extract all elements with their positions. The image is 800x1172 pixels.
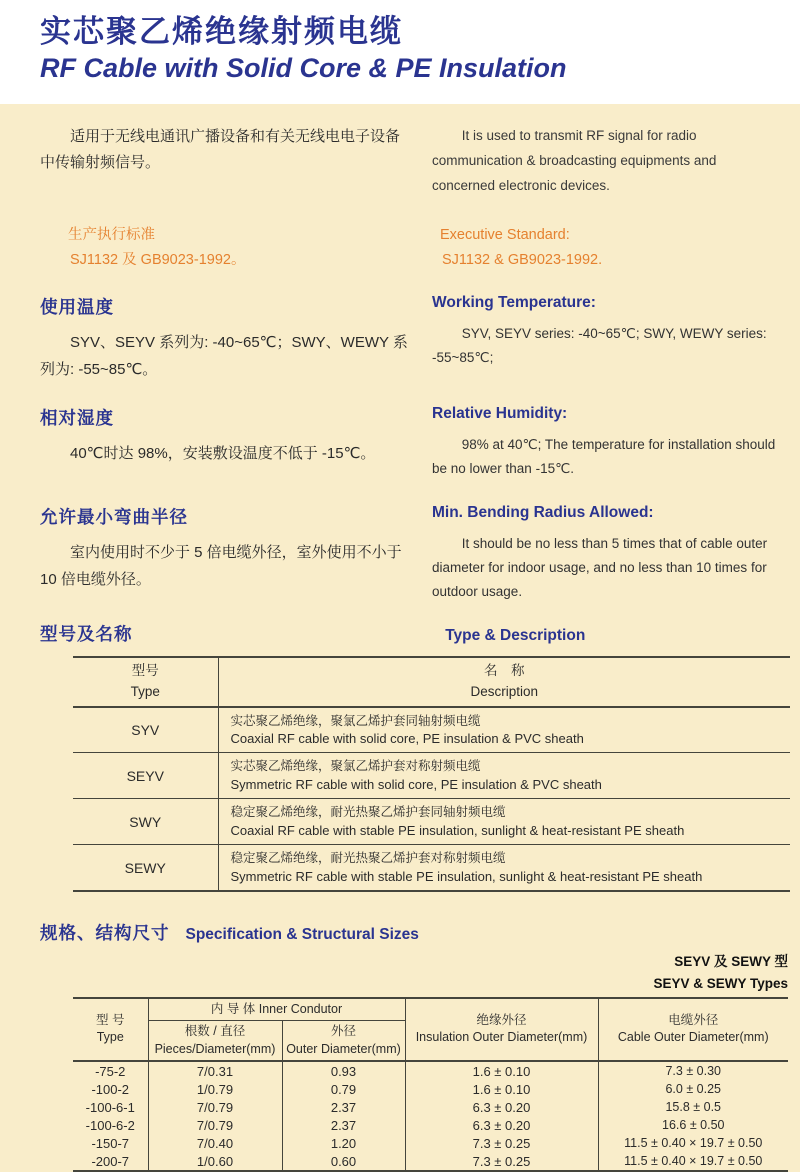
intro-row (0, 124, 800, 199)
bending-heading-english: Min. Bending Radius Allowed: (432, 503, 654, 521)
spec-header-row-1 (73, 998, 788, 1021)
pieces-diameter-header: 根数 / 直径 Pieces/Diameter(mm) (148, 1021, 282, 1062)
spec-outer-cell: 0.93 (282, 1061, 405, 1080)
outer-diameter-header: 外径 Outer Diameter(mm) (282, 1021, 405, 1062)
page-title-english: RF Cable with Solid Core & PE Insulation (40, 52, 567, 83)
spec-note-english: SEYV & SEWY Types (653, 975, 788, 991)
spec-outer-cell: 1.20 (282, 1134, 405, 1152)
page-header (0, 0, 800, 104)
humidity-body-english: 98% at 40℃; The temperature for installation should be no lower than -15℃. (432, 437, 776, 477)
table-row (73, 1098, 788, 1116)
table-row (73, 753, 790, 799)
temperature-heading-chinese: 使用温度 (40, 297, 114, 318)
type-section-heading-chinese: 型号及名称 (40, 623, 133, 644)
spec-outer-cell: 2.37 (282, 1116, 405, 1134)
standard-value-chinese: SJ1132 及 GB9023-1992。 (70, 251, 246, 268)
humidity-heading-chinese: 相对湿度 (40, 408, 114, 429)
spec-type-cell: -100-6-2 (73, 1116, 148, 1134)
spec-type-cell: -200-7 (73, 1152, 148, 1171)
description-cell: 稳定聚乙烯绝缘，耐光热聚乙烯护套对称射频电缆 Symmetric RF cable with stable PE insulation, sunlight & heat-resistant PE sheath (230, 851, 703, 884)
spec-pieces-cell: 7/0.31 (148, 1061, 282, 1080)
spec-outer-cell: 0.79 (282, 1080, 405, 1098)
type-cell: SEYV (73, 753, 218, 799)
type-table-header-row (73, 657, 790, 707)
table-row (73, 707, 790, 753)
spec-cable-cell: 11.5 ± 0.40 × 19.7 ± 0.50 (598, 1134, 788, 1152)
type-column-header: 型号 Type (73, 657, 218, 707)
type-cell: SWY (73, 799, 218, 845)
spec-insulation-cell: 1.6 ± 0.10 (405, 1061, 598, 1080)
type-description-table (73, 656, 790, 893)
spec-type-cell: -75-2 (73, 1061, 148, 1080)
temperature-heading-english: Working Temperature: (432, 294, 596, 312)
type-cell: SYV (73, 707, 218, 753)
section-working-temperature (0, 294, 800, 383)
bending-body-english: It should be no less than 5 times that of cable outer diameter for indoor usage, and no less than 10 times for outdoor usage. (432, 535, 768, 600)
spec-pieces-cell: 7/0.79 (148, 1116, 282, 1134)
spec-cable-cell: 16.6 ± 0.50 (598, 1116, 788, 1134)
standard-value-english: SJ1132 & GB9023-1992. (442, 251, 603, 268)
spec-type-header: 型 号 Type (73, 998, 148, 1062)
table-row (73, 1080, 788, 1098)
spec-outer-cell: 2.37 (282, 1098, 405, 1116)
table-row (73, 1061, 788, 1080)
spec-heading-chinese: 规格、结构尺寸 (40, 923, 170, 944)
spec-heading-english: Specification & Structural Sizes (185, 926, 419, 944)
spec-table (73, 997, 788, 1172)
temperature-body-english: SYV, SEYV series: -40~65℃; SWY, WEWY series: -55~85℃; (432, 326, 767, 366)
standard-label-chinese: 生产执行标准 (68, 226, 155, 243)
spec-cable-cell: 6.0 ± 0.25 (598, 1080, 788, 1098)
cable-diameter-header: 电缆外径 Cable Outer Diameter(mm) (598, 998, 788, 1062)
spec-insulation-cell: 6.3 ± 0.20 (405, 1098, 598, 1116)
section-bending-radius (0, 504, 800, 605)
description-cell: 实芯聚乙烯绝缘，聚氯乙烯护套对称射频电缆 Symmetric RF cable with solid core, PE insulation & PVC sheath (218, 753, 790, 799)
humidity-heading-english: Relative Humidity: (432, 405, 568, 423)
intro-paragraph-chinese: 适用于无线电通讯广播设备和有关无线电电子设备中传输射频信号。 (40, 128, 401, 172)
bending-body-chinese: 室内使用时不少于 5 倍电缆外径，室外使用不小于 10 倍电缆外径。 (40, 543, 402, 588)
type-cell: SEWY (73, 845, 218, 891)
inner-conductor-group-header: 内 导 体 Inner Condutor (148, 998, 405, 1021)
type-description-heading-row (0, 621, 800, 646)
type-description-table-wrap (73, 656, 790, 893)
intro-paragraph-english: It is used to transmit RF signal for radio communication & broadcasting equipments and concerned electronic devices. (432, 128, 717, 193)
spec-pieces-cell: 7/0.40 (148, 1134, 282, 1152)
table-row (73, 1116, 788, 1134)
table-row (73, 1152, 788, 1171)
bending-heading-chinese: 允许最小弯曲半径 (40, 506, 188, 527)
description-column-header: 名 称 Description (218, 657, 790, 707)
table-row (73, 799, 790, 845)
spec-section-heading-row (0, 920, 800, 945)
insulation-diameter-header: 绝缘外径 Insulation Outer Diameter(mm) (405, 998, 598, 1062)
spec-insulation-cell: 1.6 ± 0.10 (405, 1080, 598, 1098)
spec-table-wrap (73, 997, 788, 1172)
spec-cable-cell: 11.5 ± 0.40 × 19.7 ± 0.50 (598, 1152, 788, 1171)
spec-note-chinese: SEYV 及 SEWY 型 (674, 954, 788, 970)
page-title-chinese: 实芯聚乙烯绝缘射频电缆 (40, 14, 403, 49)
spec-type-cell: -100-6-1 (73, 1098, 148, 1116)
standard-block-english (412, 223, 778, 272)
spec-outer-cell: 0.60 (282, 1152, 405, 1171)
humidity-body-chinese: 40℃时达 98%，安装敷设温度不低于 -15℃。 (70, 445, 376, 463)
spec-table-note (0, 951, 800, 994)
standard-label-english: Executive Standard: (440, 226, 570, 243)
description-cell: 稳定聚乙烯绝缘，耐光热聚乙烯护套同轴射频电缆 Coaxial RF cable with stable PE insulation, sunlight & heat-resistant PE sheath (218, 799, 790, 845)
spec-insulation-cell: 6.3 ± 0.20 (405, 1116, 598, 1134)
section-relative-humidity (0, 405, 800, 482)
standard-block-chinese (40, 223, 412, 272)
spec-type-cell: -100-2 (73, 1080, 148, 1098)
description-cell: 实芯聚乙烯绝缘，聚氯乙烯护套同轴射频电缆 Coaxial RF cable with solid core, PE insulation & PVC sheath (218, 707, 790, 753)
standard-row (0, 223, 800, 272)
table-row (73, 1134, 788, 1152)
spec-cable-cell: 15.8 ± 0.5 (598, 1098, 788, 1116)
spec-insulation-cell: 7.3 ± 0.25 (405, 1152, 598, 1171)
spec-pieces-cell: 1/0.60 (148, 1152, 282, 1171)
temperature-body-chinese: SYV、SEYV 系列为: -40~65℃；SWY、WEWY 系列为: -55~85℃。 (40, 334, 408, 379)
spec-pieces-cell: 7/0.79 (148, 1098, 282, 1116)
spec-cable-cell: 7.3 ± 0.30 (598, 1061, 788, 1080)
type-section-heading-english: Type & Description (445, 626, 586, 644)
table-row (73, 845, 790, 891)
spec-pieces-cell: 1/0.79 (148, 1080, 282, 1098)
spec-type-cell: -150-7 (73, 1134, 148, 1152)
spec-insulation-cell: 7.3 ± 0.25 (405, 1134, 598, 1152)
